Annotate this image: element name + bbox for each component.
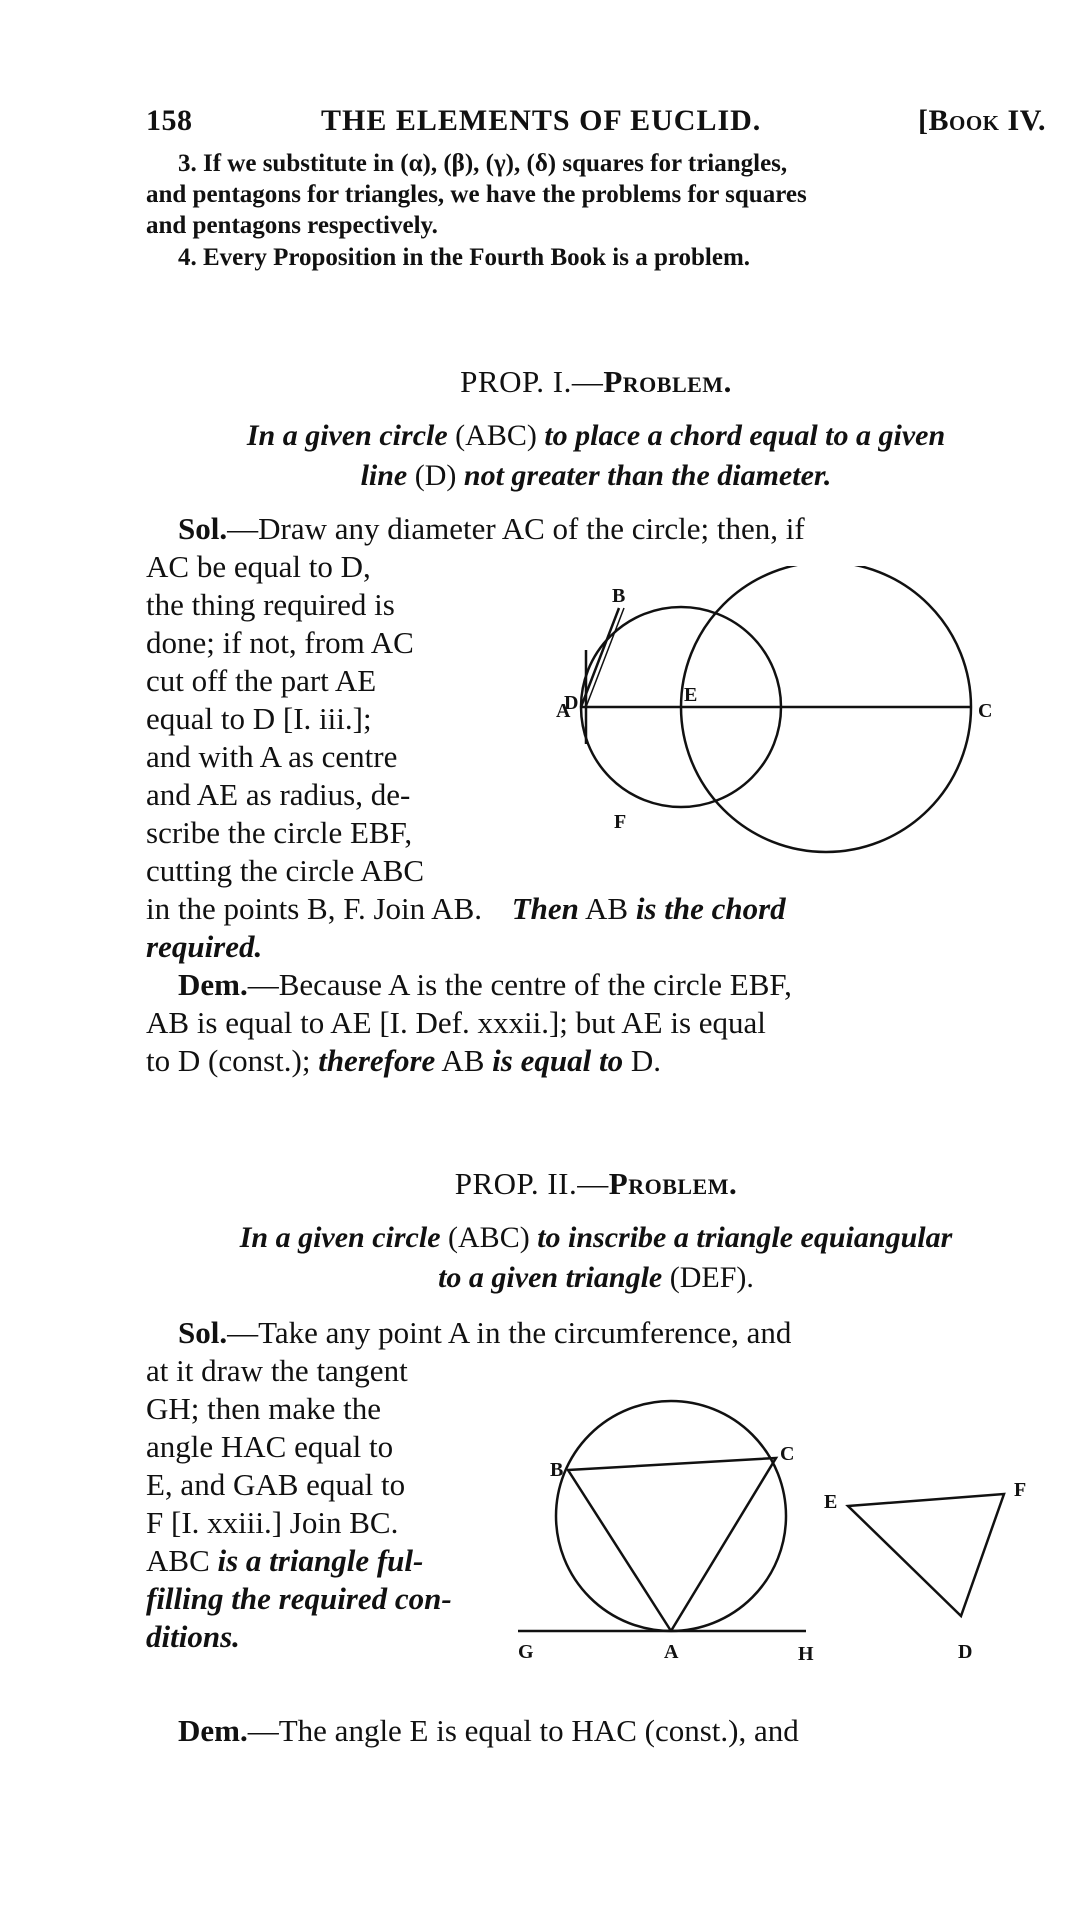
prop-2-heading-main: PROP. II.— <box>454 1166 609 1201</box>
prop-1-heading <box>146 364 1046 400</box>
prop-1-dem-line-3 <box>146 1042 1046 1080</box>
label-e: E <box>684 684 698 706</box>
note-4-line-1: 4. Every Proposition in the Fourth Book is a problem. <box>178 244 751 271</box>
prop-1-sol-col-line: AC be equal to D, <box>146 549 371 584</box>
prop-1-enunciation-part: (ABC) <box>455 419 537 452</box>
label-f: F <box>1014 1479 1027 1501</box>
prop-1-enunciation-part: not greater than the diameter. <box>463 459 832 492</box>
prop-2-dem-line-1 <box>178 1712 1046 1750</box>
prop-1-dem-label: Dem. <box>178 967 248 1002</box>
prop-2-sol-col-ital-part: is a triangle ful- <box>217 1543 424 1578</box>
prop-1-sol-col-line: the thing required is <box>146 587 395 622</box>
note-4 <box>146 242 1046 273</box>
prop-2-sol-col-ital-line: ditions. <box>146 1619 240 1654</box>
prop-1-sol-col-line: scribe the circle EBF, <box>146 815 413 850</box>
prop-2-sol-col-line: E, and GAB equal to <box>146 1467 406 1502</box>
note-3-line-1: 3. If we substitute in (α), (β), (γ), (δ) squares for triangles, <box>178 150 788 177</box>
prop-2-enunciation-part: In a given circle <box>239 1221 441 1254</box>
note-3 <box>146 148 1046 241</box>
prop-1-dem-part: D. <box>630 1043 661 1078</box>
label-d: D <box>958 1641 973 1663</box>
prop-2-enunciation-part: (ABC) <box>448 1221 530 1254</box>
prop-1-heading-problem: Problem. <box>603 364 732 399</box>
prop-1-dem-text: —Because A is the centre of the circle EBF, <box>247 967 792 1002</box>
prop-2-sol-col-line: F [I. xxiii.] Join BC. <box>146 1505 399 1540</box>
prop-1-dem-line-2 <box>146 1004 1046 1042</box>
prop-2-heading-problem: Problem. <box>608 1166 738 1201</box>
prop-1-enunciation-part: to place a chord equal to a given <box>544 419 946 452</box>
label-b: B <box>550 1459 564 1481</box>
label-g: G <box>518 1641 534 1663</box>
prop-1-sol-last-part: AB <box>584 891 629 926</box>
running-head <box>146 96 1046 136</box>
prop-1-sol-last-part: is the chord <box>635 891 786 926</box>
prop-1-sol-last-part: Then <box>511 891 579 926</box>
book-title: THE ELEMENTS OF EUCLID. <box>321 104 762 137</box>
label-b: B <box>612 585 626 607</box>
prop-2-sol-col-line: angle HAC equal to <box>146 1429 394 1464</box>
prop-1-sol-last-line <box>146 890 1046 928</box>
prop-2-enunciation-part: to a given triangle <box>438 1261 663 1294</box>
label-c: C <box>978 700 993 722</box>
prop-2-sol-col-ital-part: ABC <box>146 1543 210 1578</box>
page-number: 158 <box>146 104 193 137</box>
label-c: C <box>780 1443 795 1465</box>
prop-2-sol-col-line: at it draw the tangent <box>146 1353 408 1388</box>
prop-1-dem-text: AB is equal to AE [I. Def. xxxii.]; but AE is equal <box>146 1005 766 1040</box>
prop-2-sol-text: —Take any point A in the circumference, and <box>227 1315 792 1350</box>
prop-2-enunciation-part: to inscribe a triangle equiangular <box>537 1221 953 1254</box>
prop-2-sol-col-ital-line: filling the required con- <box>146 1581 452 1616</box>
prop-2-figure <box>506 1366 1046 1666</box>
book-reference: [Book IV. <box>918 104 1046 137</box>
prop-1-sol-col-line: and with A as centre <box>146 739 398 774</box>
prop-2-sol-col-line: GH; then make the <box>146 1391 382 1426</box>
prop-2-enunciation <box>146 1218 1046 1298</box>
label-h: H <box>798 1643 814 1665</box>
prop-1-enunciation-part: (D) <box>414 459 457 492</box>
prop-1-sol-col-line: and AE as radius, de- <box>146 777 411 812</box>
prop-1-sol-col-line: equal to D [I. iii.]; <box>146 701 372 736</box>
prop-2-sol-column <box>146 1352 516 1656</box>
prop-1-sol-text: —Draw any diameter AC of the circle; then, if <box>227 511 805 546</box>
prop-1-sol-col-line: cut off the part AE <box>146 663 377 698</box>
prop-2-sol-label: Sol. <box>178 1315 228 1350</box>
prop-1-heading-main: PROP. I.— <box>460 364 604 399</box>
prop-2-enunciation-part: (DEF). <box>669 1261 754 1294</box>
prop-2-sol-col-ital-line <box>146 1542 516 1580</box>
prop-2-heading <box>146 1166 1046 1202</box>
prop-1-sol-first-line <box>178 510 1046 548</box>
chord-ab-shadow <box>586 608 624 707</box>
note-3-line-2: and pentagons for triangles, we have the problems for squares <box>146 181 807 208</box>
circle-ebf <box>681 566 971 852</box>
prop-1-enunciation <box>146 416 1046 496</box>
prop-1-enunciation-part: In a given circle <box>246 419 448 452</box>
book-page <box>146 96 1046 1856</box>
prop-2-dem-text: —The angle E is equal to HAC (const.), and <box>247 1713 799 1748</box>
prop-1-dem-part: to D (const.); <box>146 1043 311 1078</box>
label-a: A <box>664 1641 679 1663</box>
prop-1-sol-required-text: required. <box>146 929 263 964</box>
prop-2-sol-first-line <box>178 1314 1046 1352</box>
note-3-line-3: and pentagons respectively. <box>146 212 438 239</box>
prop-1-sol-last-part: in the points B, F. Join AB. <box>146 891 482 926</box>
prop-1-dem-part: therefore <box>318 1043 436 1078</box>
prop-1-sol-column <box>146 548 506 890</box>
circle-abc <box>556 1401 786 1631</box>
prop-1-enunciation-part: line <box>360 459 408 492</box>
prop-1-sol-required <box>146 928 1046 966</box>
label-e: E <box>824 1491 838 1513</box>
prop-2-dem-label: Dem. <box>178 1713 248 1748</box>
prop-1-sol-label: Sol. <box>178 511 228 546</box>
triangle-def <box>848 1494 1004 1616</box>
label-a: A <box>556 700 571 722</box>
prop-1-dem-part: AB <box>441 1043 485 1078</box>
prop-1-figure <box>486 566 1046 856</box>
prop-1-dem-part: is equal to <box>492 1043 624 1078</box>
prop-1-sol-col-line: done; if not, from AC <box>146 625 414 660</box>
label-f: F <box>614 811 627 833</box>
prop-1-dem-line-1 <box>178 966 1046 1004</box>
prop-1-sol-col-line: cutting the circle ABC <box>146 853 425 888</box>
label-d: D <box>564 692 579 714</box>
